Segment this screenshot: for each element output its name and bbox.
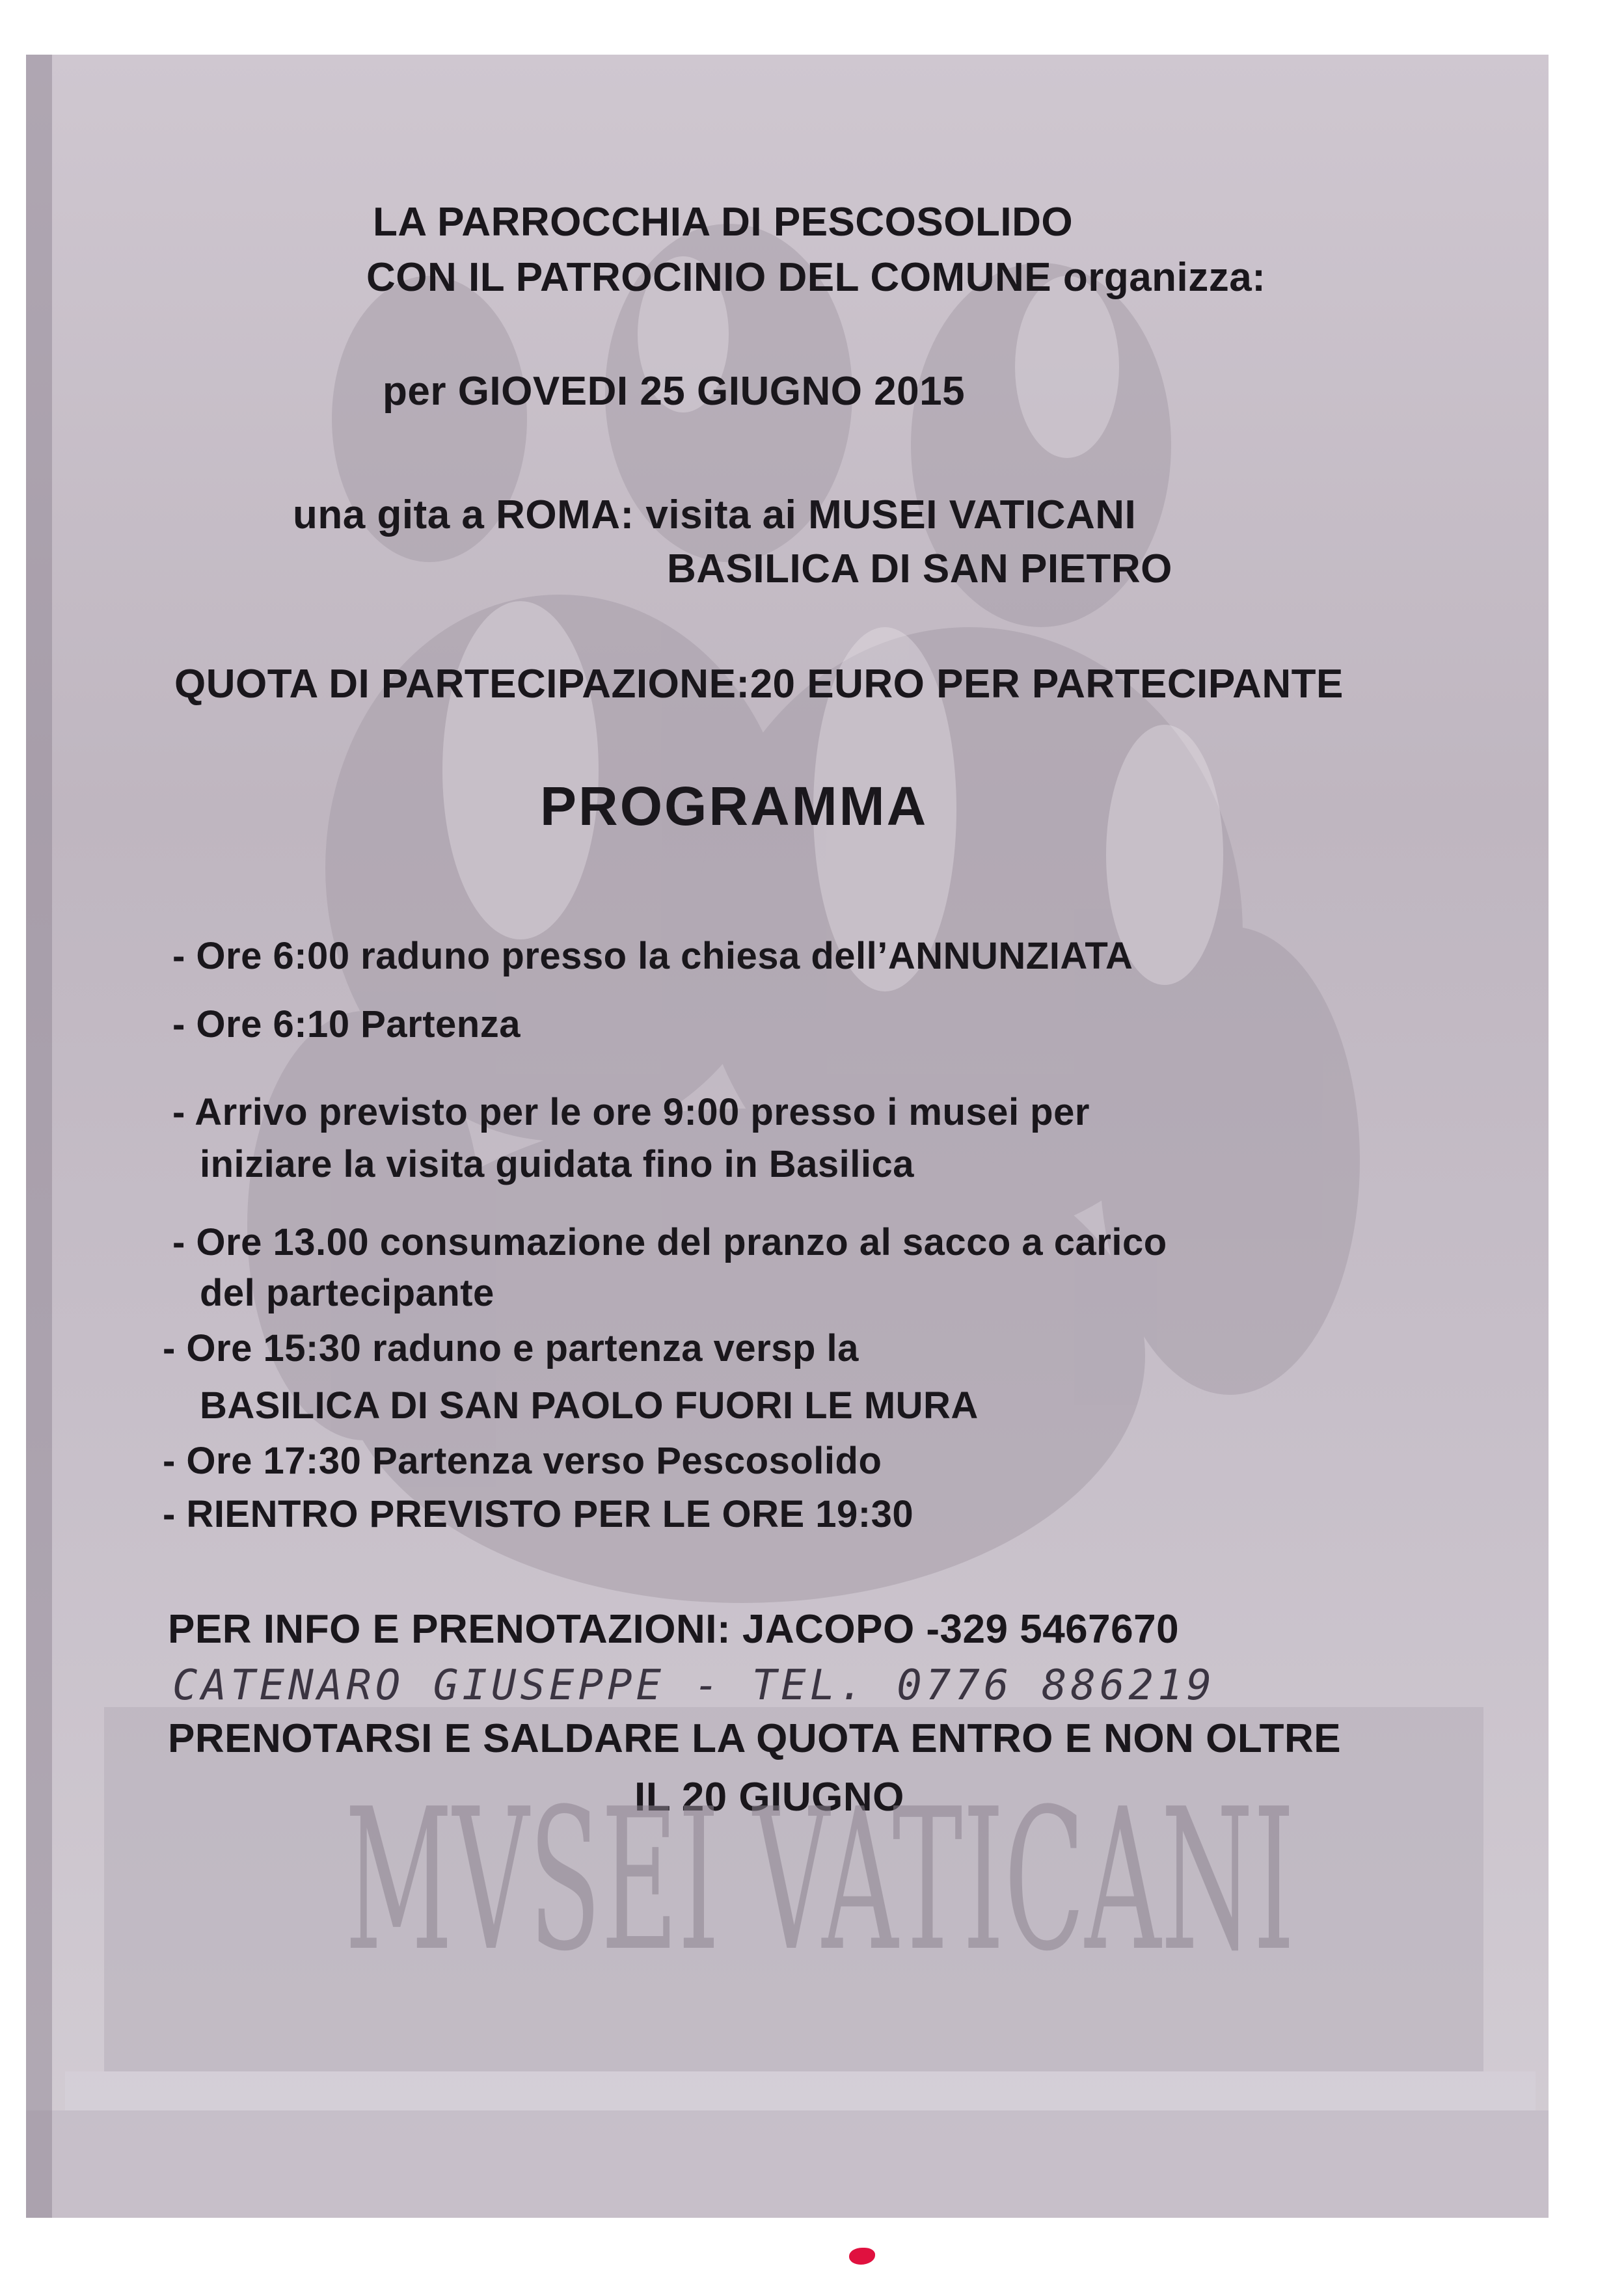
trip-date: per GIOVEDI 25 GIUGNO 2015 xyxy=(383,369,966,414)
contact-info: PER INFO E PRENOTAZIONI: JACOPO -329 5467670 xyxy=(168,1607,1180,1652)
header-line-1: LA PARROCCHIA DI PESCOSOLIDO xyxy=(373,200,1074,245)
handwritten-contact: CATENARO GIUSEPPE - TEL. 0776 886219 xyxy=(172,1662,1216,1710)
program-item: - Ore 13.00 consumazione del pranzo al sacco a carico xyxy=(172,1221,1167,1263)
program-title: PROGRAMMA xyxy=(540,775,928,837)
program-item: - Ore 6:10 Partenza xyxy=(172,1003,521,1045)
program-item: - RIENTRO PREVISTO PER LE ORE 19:30 xyxy=(163,1493,914,1535)
museum-inscription xyxy=(332,1772,1308,1987)
header-line-2: CON IL PATROCINIO DEL COMUNE organizza: xyxy=(366,255,1266,300)
trip-line-1: una gita a ROMA: visita ai MUSEI VATICANI xyxy=(293,492,1137,537)
program-item: - Ore 6:00 raduno presso la chiesa dell’ANNUNZIATA xyxy=(172,935,1133,977)
program-item: - Ore 17:30 Partenza verso Pescosolido xyxy=(163,1440,882,1482)
participation-fee: QUOTA DI PARTECIPAZIONE:20 EURO PER PARTECIPANTE xyxy=(174,662,1344,707)
program-item-continuation: BASILICA DI SAN PAOLO FUORI LE MURA xyxy=(200,1384,979,1427)
svg-text:MVSEI VATICANI: MVSEI VATICANI xyxy=(345,1772,1295,1987)
flyer-sheet xyxy=(26,55,1549,2218)
booking-deadline-line-1: PRENOTARSI E SALDARE LA QUOTA ENTRO E NON OLTRE xyxy=(168,1716,1342,1761)
program-item-continuation: iniziare la visita guidata fino in Basilica xyxy=(200,1143,915,1185)
program-item: - Ore 15:30 raduno e partenza versp la xyxy=(163,1327,859,1369)
trip-line-2: BASILICA DI SAN PIETRO xyxy=(667,546,1172,591)
program-item: - Arrivo previsto per le ore 9:00 presso i musei per xyxy=(172,1091,1090,1133)
red-ink-mark xyxy=(849,2248,875,2265)
booking-deadline-line-2: IL 20 GIUGNO xyxy=(634,1775,904,1820)
program-item-continuation: del partecipante xyxy=(200,1272,494,1314)
